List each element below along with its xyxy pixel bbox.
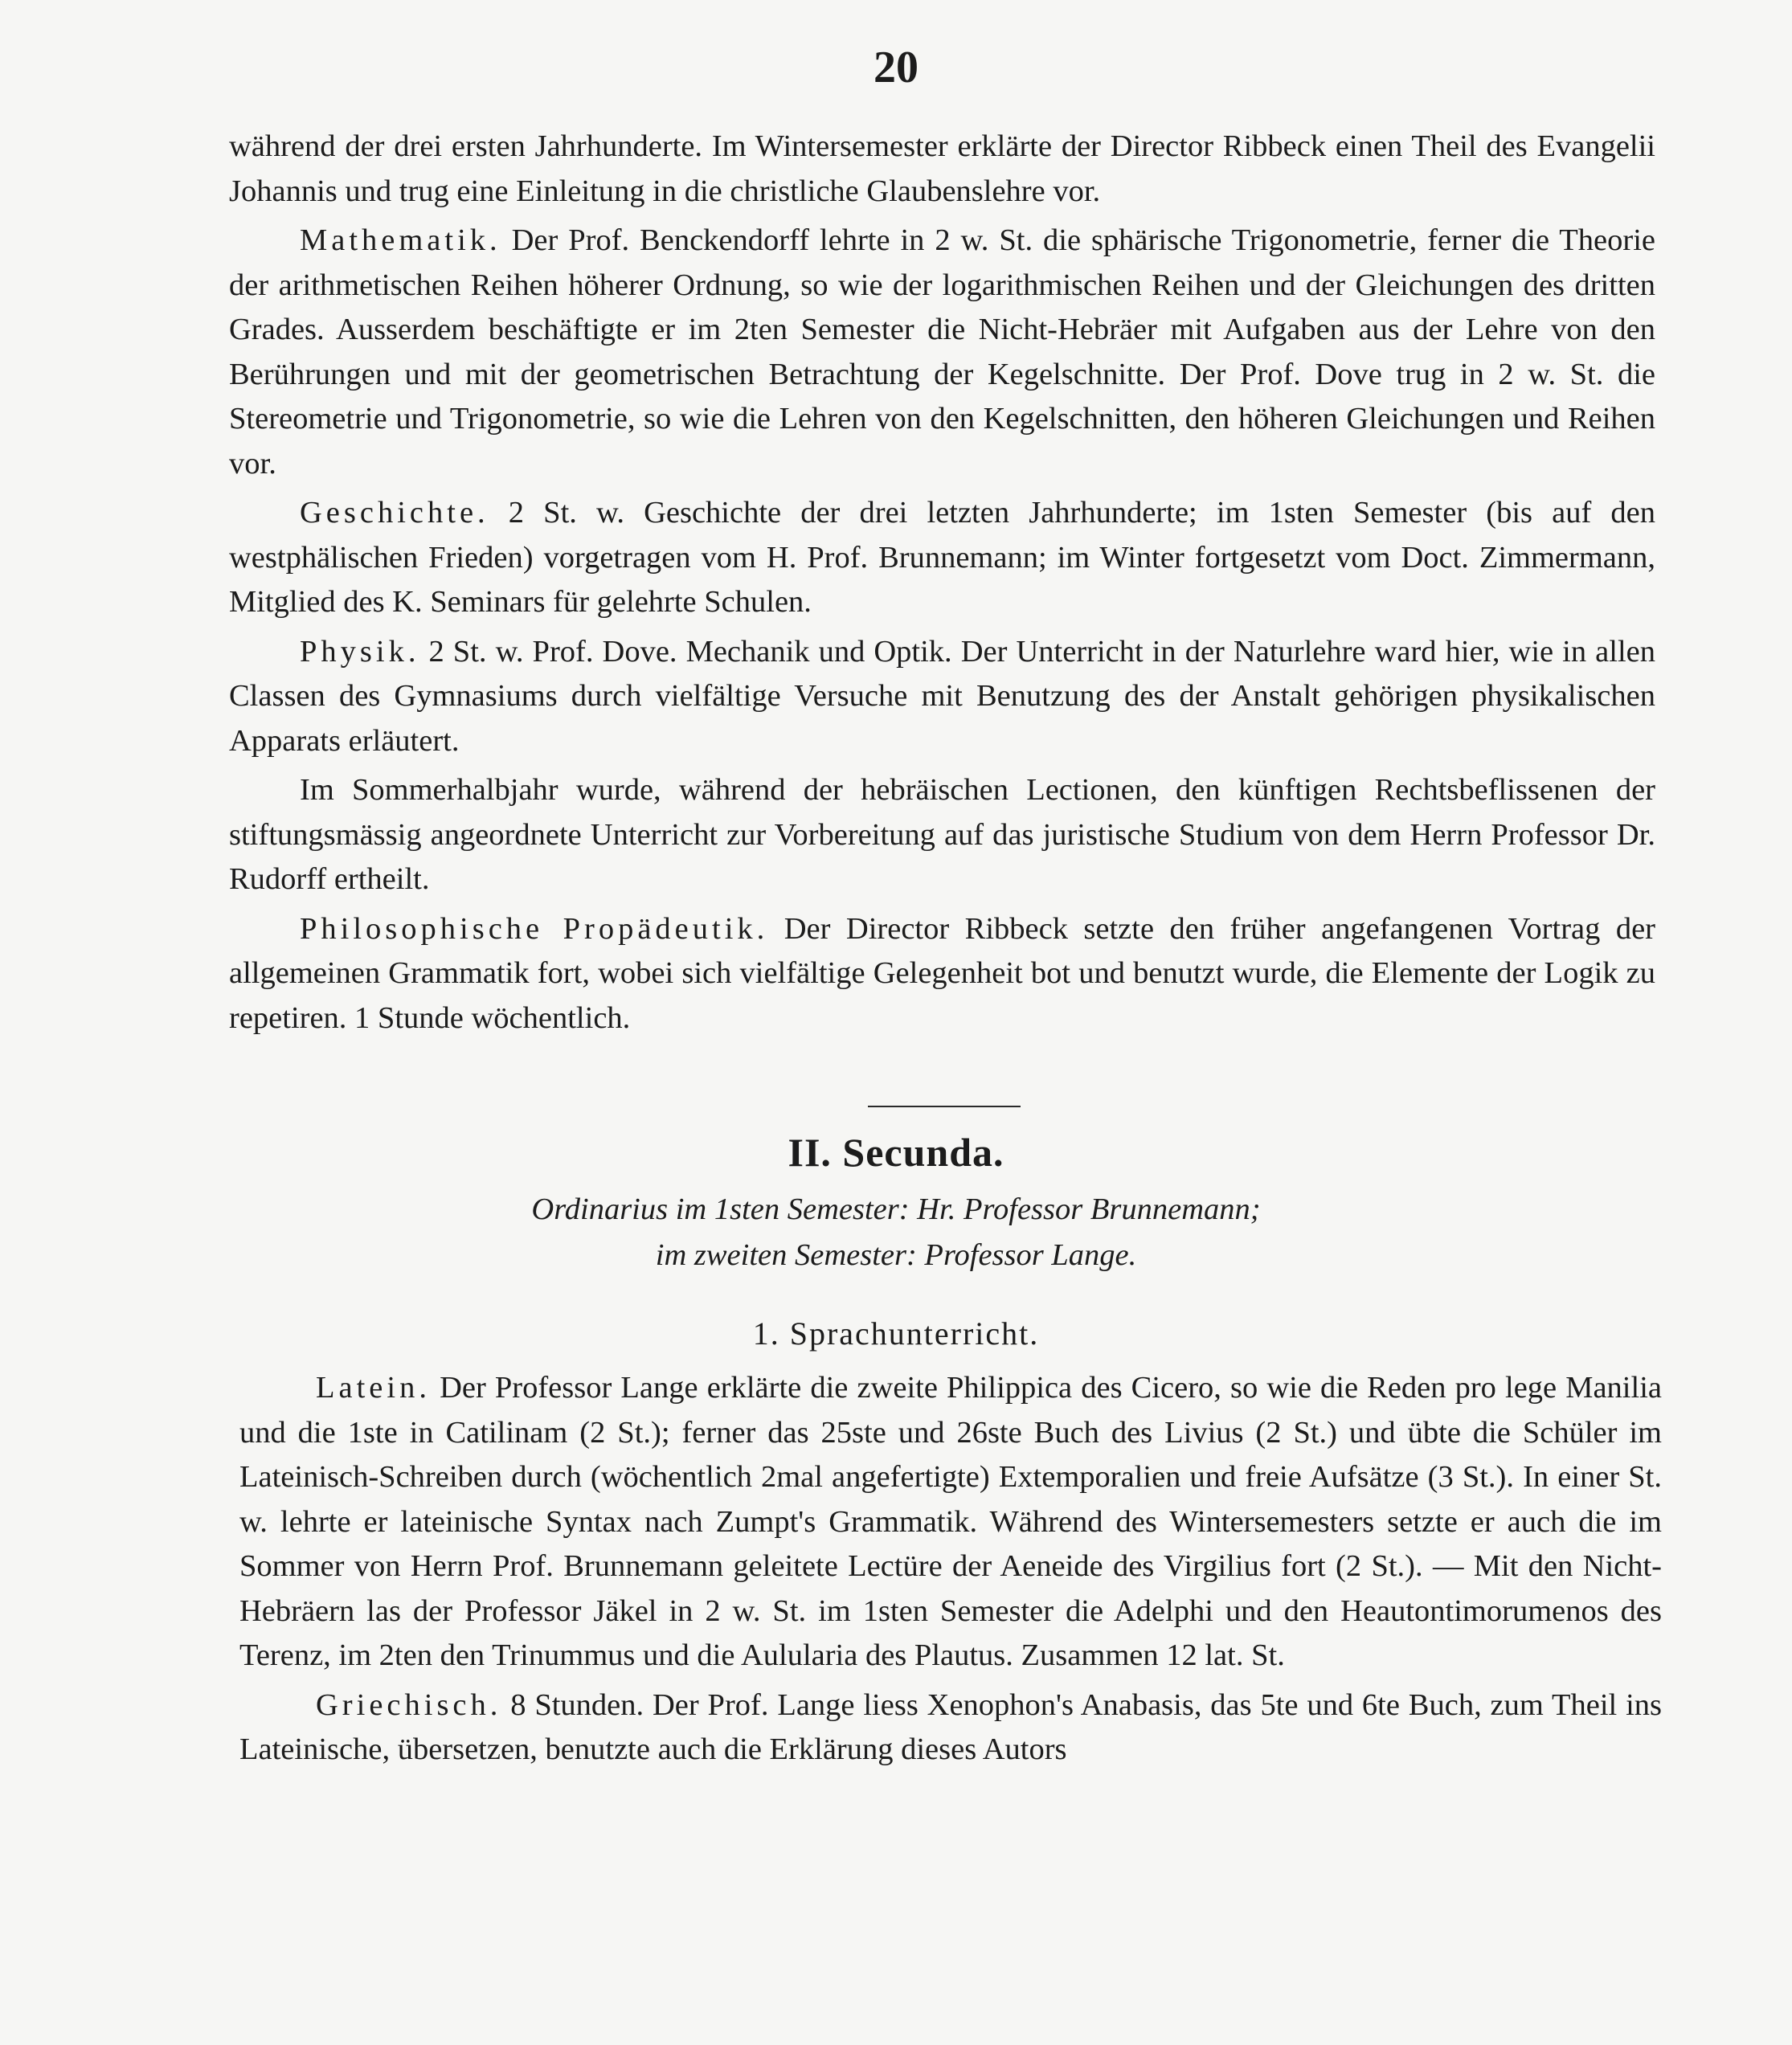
paragraph-text: Im Sommerhalbjahr wurde, während der hebräischen Lectionen, den künftigen Rechtsbeflissenen der stiftungsmässig angeordnete Unterricht zur Vorbereitung auf das juristische Studium von dem Herrn Professor Dr. Rudorff ertheilt.	[229, 773, 1655, 896]
paragraph	[229, 219, 1655, 486]
paragraph-lead: Mathematik.	[300, 223, 501, 257]
paragraph	[229, 491, 1655, 625]
paragraph-lead: Latein.	[316, 1371, 431, 1405]
section-divider	[868, 1106, 1021, 1107]
paragraph-text: Der Prof. Benckendorff lehrte in 2 w. St. die sphärische Trigonometrie, ferner die Theorie der arithmetischen Reihen höherer Ordnung, so wie der logarithmischen Reihen und der Gleichungen des dritten Grades. Ausserdem beschäftigte er im 2ten Semester die Nicht-Hebräer mit Aufgaben aus der Lehre von den Berührungen und mit der geometrischen Betrachtung der Kegelschnitte. Der Prof. Dove trug in 2 w. St. die Stereometrie und Trigonometrie, so wie die Lehren von den Kegelschnitten, den höheren Gleichungen und Reihen vor.	[229, 223, 1655, 481]
paragraph	[239, 1683, 1662, 1773]
paragraph-text: 2 St. w. Prof. Dove. Mechanik und Optik. Der Unterricht in der Naturlehre ward hier, wie in allen Classen des Gymnasiums durch vielfältige Versuche mit Benutzung des der Anstalt gehörigen physikalischen Apparats erläutert.	[229, 634, 1655, 758]
body-text-top	[229, 125, 1655, 1045]
ordinarius-line-1: Ordinarius im 1sten Semester: Hr. Professor Brunnemann;	[531, 1192, 1261, 1226]
paragraph-text: während der drei ersten Jahrhunderte. Im Wintersemester erklärte der Director Ribbeck einen Theil des Evangelii Johannis und trug eine Einleitung in die christliche Glaubenslehre vor.	[229, 129, 1655, 208]
paragraph-text: 2 St. w. Geschichte der drei letzten Jahrhunderte; im 1sten Semester (bis auf den westphälischen Frieden) vorgetragen vom H. Prof. Brunnemann; im Winter fortgesetzt vom Doct. Zimmermann, Mitglied des K. Seminars für gelehrte Schulen.	[229, 496, 1655, 619]
paragraph	[229, 630, 1655, 764]
paragraph-text: Der Director Ribbeck setzte den früher angefangenen Vortrag der allgemeinen Grammatik fort, wobei sich vielfältige Gelegenheit bot und benutzt wurde, die Elemente der Logik zu repetiren. 1 Stunde wöchentlich.	[229, 911, 1655, 1035]
paragraph-lead: Physik.	[300, 634, 420, 669]
section-title: II. Secunda.	[788, 1130, 1004, 1175]
paragraph-lead: Griechisch.	[316, 1687, 502, 1722]
subheading: 1. Sprachunterricht.	[752, 1315, 1040, 1352]
paragraph-text: Der Professor Lange erklärte die zweite Philippica des Cicero, so wie die Reden pro lege Manilia und die 1ste in Catilinam (2 St.); ferner das 25ste und 26ste Buch des Livius (2 St.) und übte die Schüler im Lateinisch-Schreiben durch (wöchentlich 2mal angefertigte) Extemporalien und freie Aufsätze (3 St.). In einer St. w. lehrte er lateinische Syntax nach Zumpt's Grammatik. Während des Wintersemesters setzte er auch die im Sommer von Herrn Prof. Brunnemann geleitete Lectüre der Aeneide des Virgilius fort (2 St.). — Mit den Nicht-Hebräern las der Professor Jäkel in 2 w. St. im 1sten Semester die Adelphi und den Heautontimorumenos des Terenz, im 2ten den Trinummus und die Aulularia des Plautus. Zusammen 12 lat. St.	[239, 1371, 1662, 1672]
paragraph	[229, 768, 1655, 902]
body-text-bottom	[239, 1366, 1662, 1777]
paragraph-text: 8 Stunden. Der Prof. Lange liess Xenophon's Anabasis, das 5te und 6te Buch, zum Theil ins Lateinische, übersetzen, benutzte auch die Erklärung dieses Autors	[239, 1687, 1662, 1766]
paragraph	[239, 1366, 1662, 1679]
paragraph-lead: Geschichte.	[300, 496, 489, 530]
paragraph-lead: Philosophische Propädeutik.	[300, 911, 769, 946]
page-number: 20	[873, 43, 919, 92]
ordinarius-line-2: im zweiten Semester: Professor Lange.	[655, 1238, 1137, 1272]
paragraph	[229, 125, 1655, 214]
paragraph	[229, 907, 1655, 1041]
